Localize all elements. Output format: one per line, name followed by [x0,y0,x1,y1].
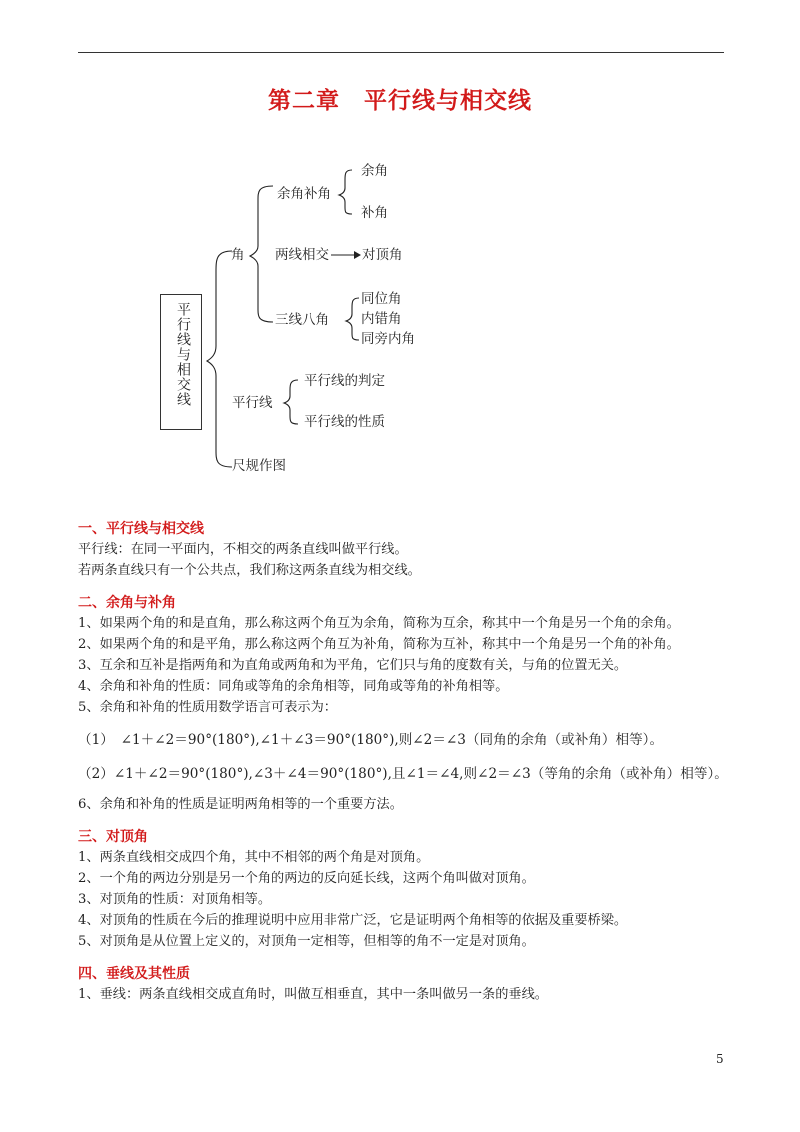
node-parallel-properties: 平行线的性质 [304,414,385,430]
node-supplement: 补角 [361,205,388,221]
content-body [78,519,738,1005]
section-heading: 二、余角与补角 [78,595,176,611]
node-alternate: 内错角 [361,311,402,327]
text-line: 1、两条直线相交成四个角，其中不相邻的两个角是对顶角。 [78,850,430,865]
node-complement-supplement: 余角补角 [277,186,331,202]
text-line: 1、垂线：两条直线相交成直角时，叫做互相垂直，其中一条叫做另一条的垂线。 [78,987,548,1002]
node-same-side: 同旁内角 [361,331,415,347]
three-lines-brace [346,298,359,340]
node-construction: 尺规作图 [232,458,286,474]
angle-brace [250,186,273,322]
node-angle: 角 [231,247,245,263]
node-intersecting: 两线相交 [275,247,329,263]
text-line: 2、如果两个角的和是平角，那么称这两个角互为补角，简称为互补，称其中一个角是另一个角的补角。 [78,637,680,652]
text-line: 平行线：在同一平面内，不相交的两条直线叫做平行线。 [78,542,408,557]
text-line: 6、余角和补角的性质是证明两角相等的一个重要方法。 [78,797,403,812]
page-number: 5 [716,1052,724,1066]
text-line: 若两条直线只有一个公共点，我们称这两条直线为相交线。 [78,563,421,578]
arrow-head [354,251,361,259]
text-line: 2、一个角的两边分别是另一个角的两边的反向延长线，这两个角叫做对顶角。 [78,871,535,886]
node-parallel-criteria: 平行线的判定 [304,373,385,389]
text-line: 5、对顶角是从位置上定义的，对顶角一定相等，但相等的角不一定是对顶角。 [78,934,535,949]
chapter-title: 第二章 平行线与相交线 [268,87,532,114]
node-three-lines: 三线八角 [275,312,329,328]
text-line: 3、互余和互补是指两角和为直角或两角和为平角，它们只与角的度数有关，与角的位置无关。 [78,658,628,673]
formula-2: （2）∠1＋∠2＝90°(180°),∠3＋∠4＝90°(180°),且∠1＝∠4,则∠2＝∠3（等角的余角（或补角）相等）。 [78,766,728,782]
node-parallel: 平行线 [232,395,273,411]
text-line: 4、余角和补角的性质：同角或等角的余角相等，同角或等角的补角相等。 [78,679,509,694]
node-vertical-angle: 对顶角 [362,247,403,263]
node-corresponding: 同位角 [361,291,402,307]
parallel-brace [284,380,298,424]
formula-1: （1） ∠1＋∠2＝90°(180°),∠1＋∠3＝90°(180°),则∠2＝∠3（同角的余角（或补角）相等）。 [78,732,664,748]
text-line: 4、对顶角的性质在今后的推理说明中应用非常广泛，它是证明两个角相等的依据及重要桥梁。 [78,913,628,928]
node-complement: 余角 [361,163,388,179]
root-label: 平行线与相交线 [175,302,191,407]
text-line: 1、如果两个角的和是直角，那么称这两个角互为余角，简称为互余，称其中一个角是另一个角的余角。 [78,616,680,631]
root-brace [207,251,232,467]
text-line: 5、余角和补角的性质用数学语言可表示为： [78,700,337,715]
section-heading: 一、平行线与相交线 [78,521,204,537]
text-line: 3、对顶角的性质：对顶角相等。 [78,892,272,907]
concept-map [0,0,800,500]
section-heading: 三、对顶角 [78,829,148,845]
complement-brace [339,170,352,214]
section-heading: 四、垂线及其性质 [78,966,190,982]
